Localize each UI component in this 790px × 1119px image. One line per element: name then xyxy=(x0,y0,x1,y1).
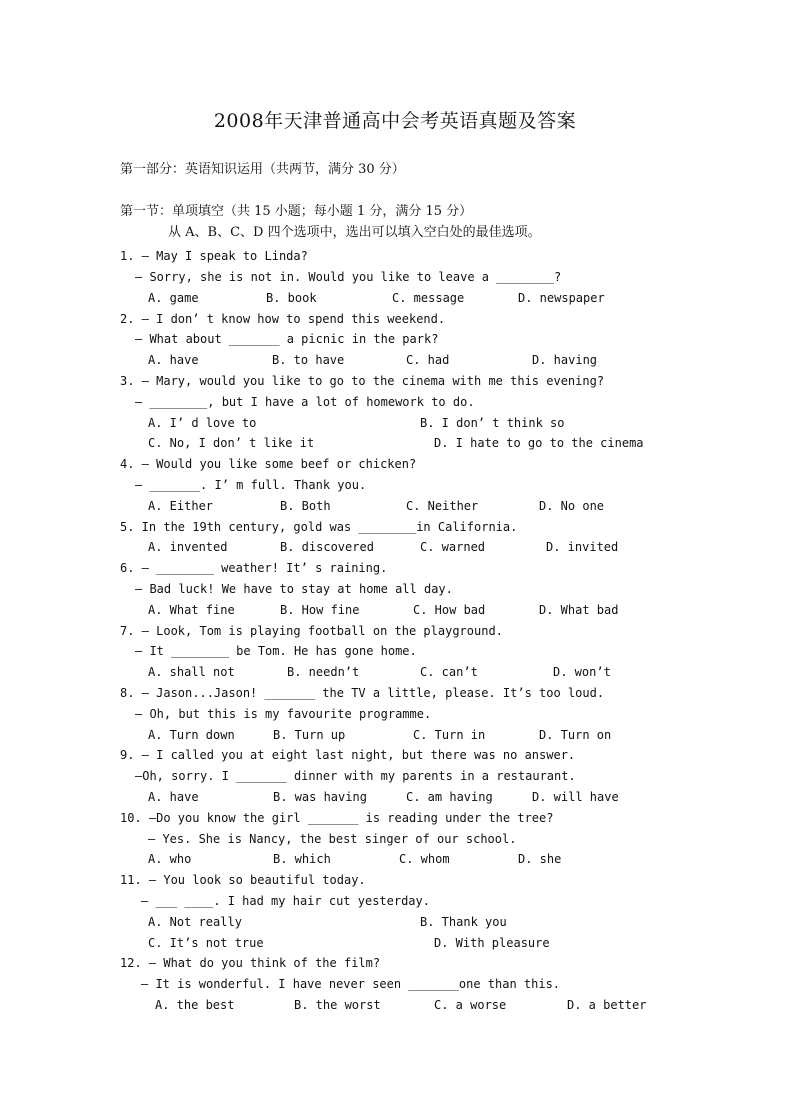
response-6: — Bad luck! We have to stay at home all day. xyxy=(135,582,453,596)
option-10a: A. who xyxy=(148,852,192,866)
option-12d: D. a better xyxy=(567,998,647,1012)
option-2b: B. to have xyxy=(272,353,345,367)
option-12b: B. the worst xyxy=(294,998,381,1012)
option-8a: A. Turn down xyxy=(148,728,235,742)
option-7c: C. can’t xyxy=(420,665,478,679)
option-2d: D. having xyxy=(532,353,598,367)
response-10: — Yes. She is Nancy, the best singer of our school. xyxy=(148,832,517,846)
question-6: 6. — ________ weather! It’ s raining. xyxy=(120,561,388,575)
option-5b: B. discovered xyxy=(280,540,374,554)
option-4a: A. Either xyxy=(148,499,214,513)
question-9: 9. — I called you at eight last night, but there was no answer. xyxy=(120,748,576,762)
option-6d: D. What bad xyxy=(539,603,619,617)
option-1d: D. newspaper xyxy=(518,291,605,305)
response-11: — ___ ____. I had my hair cut yesterday. xyxy=(141,894,430,908)
option-7b: B. needn’t xyxy=(287,665,360,679)
option-2a: A. have xyxy=(148,353,199,367)
option-4c: C. Neither xyxy=(406,499,479,513)
option-8d: D. Turn on xyxy=(539,728,612,742)
option-1b: B. book xyxy=(266,291,317,305)
option-9c: C. am having xyxy=(406,790,493,804)
response-4: — _______. I’ m full. Thank you. xyxy=(135,478,367,492)
response-12: — It is wonderful. I have never seen _______one than this. xyxy=(141,977,561,991)
option-3d: D. I hate to go to the cinema xyxy=(434,436,644,450)
question-2: 2. — I don’ t know how to spend this weekend. xyxy=(120,312,446,326)
option-5d: D. invited xyxy=(546,540,619,554)
option-10d: D. she xyxy=(518,852,562,866)
question-7: 7. — Look, Tom is playing football on the playground. xyxy=(120,624,503,638)
question-5: 5. In the 19th century, gold was ________in California. xyxy=(120,520,518,534)
question-8: 8. — Jason...Jason! _______ the TV a little, please. It’s too loud. xyxy=(120,686,605,700)
option-8b: B. Turn up xyxy=(273,728,346,742)
option-10c: C. whom xyxy=(399,852,450,866)
option-2c: C. had xyxy=(406,353,450,367)
option-1c: C. message xyxy=(392,291,465,305)
page-title: 2008年天津普通高中会考英语真题及答案 xyxy=(213,110,577,132)
response-9: —Oh, sorry. I _______ dinner with my parents in a restaurant. xyxy=(135,769,576,783)
option-11d: D. With pleasure xyxy=(434,936,550,950)
section1-heading: 第一节：单项填空（共 15 小题；每小题 1 分，满分 15 分） xyxy=(120,204,473,219)
option-6c: C. How bad xyxy=(413,603,486,617)
question-10: 10. —Do you know the girl _______ is reading under the tree? xyxy=(120,811,554,825)
option-3c: C. No, I don’ t like it xyxy=(148,436,315,450)
option-12c: C. a worse xyxy=(434,998,507,1012)
option-8c: C. Turn in xyxy=(413,728,486,742)
option-10b: B. which xyxy=(273,852,331,866)
option-11a: A. Not really xyxy=(148,915,242,929)
question-4: 4. — Would you like some beef or chicken? xyxy=(120,457,417,471)
option-5c: C. warned xyxy=(420,540,486,554)
option-3a: A. I’ d love to xyxy=(148,416,257,430)
part1-heading: 第一部分：英语知识运用（共两节，满分 30 分） xyxy=(120,162,405,177)
option-11b: B. Thank you xyxy=(420,915,507,929)
option-6b: B. How fine xyxy=(280,603,360,617)
response-8: — Oh, but this is my favourite programme. xyxy=(135,707,432,721)
option-11c: C. It’s not true xyxy=(148,936,264,950)
option-4d: D. No one xyxy=(539,499,605,513)
option-9d: D. will have xyxy=(532,790,619,804)
question-11: 11. — You look so beautiful today. xyxy=(120,873,366,887)
option-12a: A. the best xyxy=(155,998,235,1012)
option-1a: A. game xyxy=(148,291,199,305)
response-2: — What about _______ a picnic in the park? xyxy=(135,332,439,346)
instruction: 从 A、B、C、D 四个选项中，选出可以填入空白处的最佳选项。 xyxy=(168,225,541,240)
option-7d: D. won’t xyxy=(553,665,611,679)
question-3: 3. — Mary, would you like to go to the cinema with me this evening? xyxy=(120,374,605,388)
option-3b: B. I don’ t think so xyxy=(420,416,565,430)
option-6a: A. What fine xyxy=(148,603,235,617)
question-1: 1. — May I speak to Linda? xyxy=(120,249,308,263)
option-4b: B. Both xyxy=(280,499,331,513)
option-5a: A. invented xyxy=(148,540,228,554)
question-12: 12. — What do you think of the film? xyxy=(120,956,381,970)
option-7a: A. shall not xyxy=(148,665,235,679)
option-9a: A. have xyxy=(148,790,199,804)
option-9b: B. was having xyxy=(273,790,367,804)
response-7: — It ________ be Tom. He has gone home. xyxy=(135,644,417,658)
response-1: — Sorry, she is not in. Would you like to leave a ________? xyxy=(135,270,562,284)
response-3: — ________, but I have a lot of homework to do. xyxy=(135,395,475,409)
